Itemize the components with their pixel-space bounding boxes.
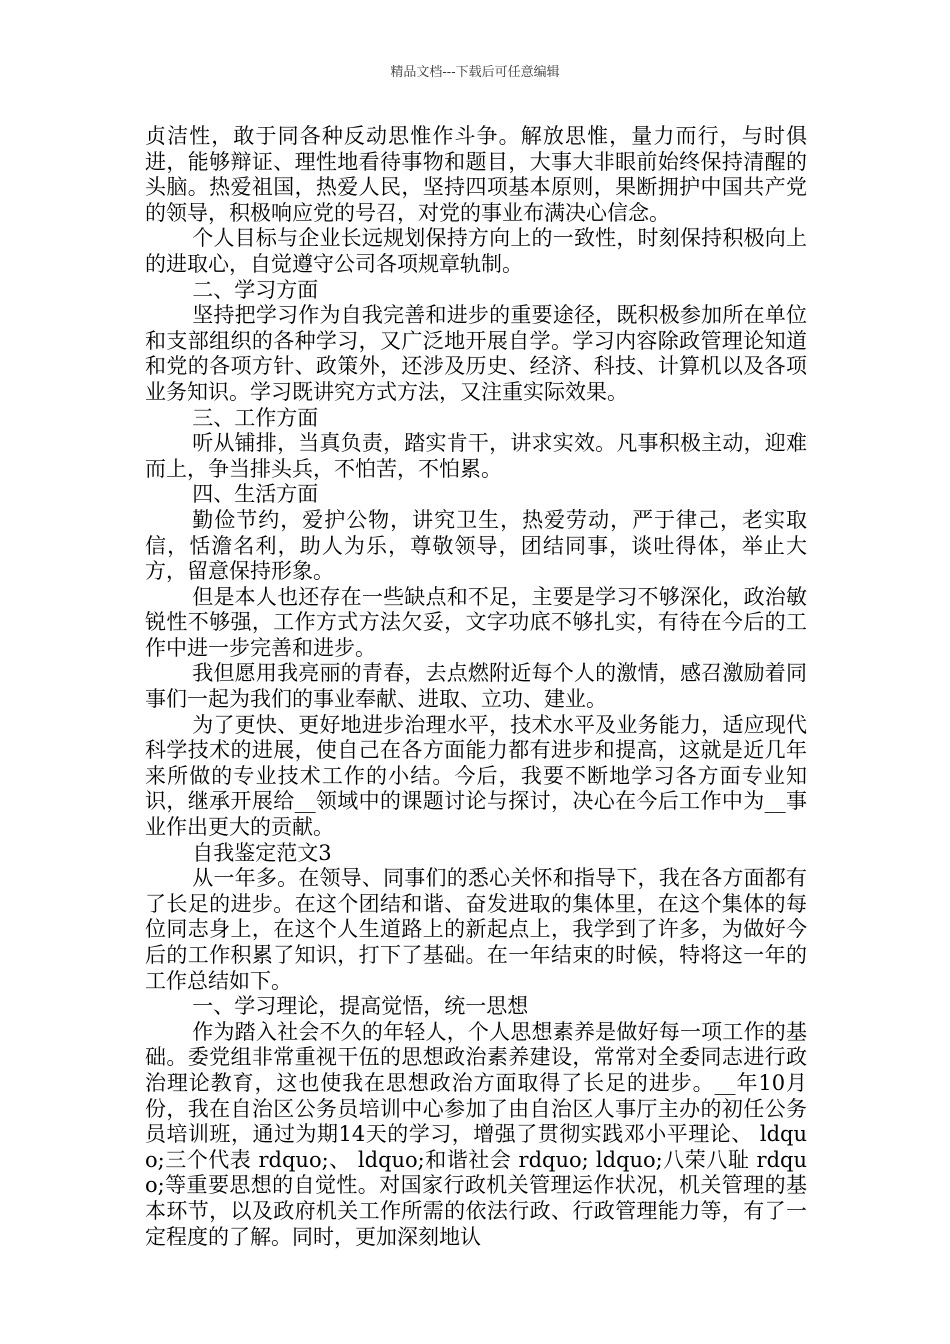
paragraph: 听从铺排，当真负责，踏实肯干，讲求实效。凡事积极主动，迎难而上，争当排头兵，不怕苦，不怕累。 <box>145 431 807 481</box>
paragraph: 为了更快、更好地进步治理水平，技术水平及业务能力，适应现代科学技术的进展，使自己在各方面能力都有进步和提高，这就是近几年来所做的专业技术工作的小结。今后，我要不断地学习各方面专业知识，继承开展给__领域中的课题讨论与探讨，决心在今后工作中为__事业作出更大的贡献。 <box>145 712 807 840</box>
page-header: 精品文档---下载后可任意编辑 <box>390 65 560 80</box>
paragraph: 勤俭节约，爱护公物，讲究卫生，热爱劳动，严于律己，老实取信，恬澹名利，助人为乐，尊敬领导，团结同事，谈吐得体，举止大方，留意保持形象。 <box>145 507 807 584</box>
section-heading: 三、工作方面 <box>192 405 319 430</box>
section-title: 自我鉴定范文3 <box>192 840 332 865</box>
paragraph: 贞洁性，敢于同各种反动思惟作斗争。解放思惟，量力而行，与时俱进，能够辩证、理性地看待事物和题目，大事大非眼前始终保持清醒的头脑。热爱祖国，热爱人民，坚持四项基本原则，果断拥护中国共产党的领导，积极响应党的号召，对党的事业布满决心信念。 <box>145 124 807 225</box>
document-body <box>145 124 807 1250</box>
section-heading: 一、学习理论，提高觉悟，统一思想 <box>192 994 529 1019</box>
paragraph: 但是本人也还存在一些缺点和不足，主要是学习不够深化，政治敏锐性不够强，工作方式方法欠妥，文字功底不够扎实，有待在今后的工作中进一步完善和进步。 <box>145 584 807 660</box>
paragraph: 个人目标与企业长远规划保持方向上的一致性，时刻保持积极向上的进取心，自觉遵守公司各项规章轨制。 <box>145 226 807 276</box>
paragraph: 我但愿用我亮丽的青春，去点燃附近每个人的激情，感召激励着同事们一起为我们的事业奉献、进取、立功、建业。 <box>145 661 807 712</box>
paragraph: 作为踏入社会不久的年轻人，个人思想素养是做好每一项工作的基础。委党组非常重视干伍的思想政治素养建设，常常对全委同志进行政治理论教育，这也使我在思想政治方面取得了长足的进步。__年10月份，我在自治区公务员培训中心参加了由自治区人事厅主办的初任公务员培训班，通过为期14天的学习，增强了贯彻实践邓小平理论、 ldquo;三个代表 rdquo;、 ldquo;和谐社会 rdquo; ldquo;八荣八耻 rdquo;等重要思想的自觉性。对国家行政机关管理运作状况，机关管理的基本环节，以及政府机关工作所需的依法行政、行政管理能力等，有了一定程度的了解。同时，更加深刻地认 <box>145 1019 807 1249</box>
paragraph: 从一年多。在领导、同事们的悉心关怀和指导下，我在各方面都有了长足的进步。在这个团结和谐、奋发进取的集体里，在这个集体的每位同志身上，在这个人生道路上的新起点上，我学到了许多，为做好今后的工作积累了知识，打下了基础。在一年结束的时候，特将这一年的工作总结如下。 <box>145 866 807 993</box>
section-heading: 二、学习方面 <box>192 277 319 302</box>
paragraph: 坚持把学习作为自我完善和进步的重要途径，既积极参加所在单位和支部组织的各种学习，又广泛地开展自学。学习内容除政管理论知道和党的各项方针、政策外，还涉及历史、经济、科技、计算机以及各项业务知识。学习既讲究方式方法，又注重实际效果。 <box>145 303 807 404</box>
section-heading: 四、生活方面 <box>192 482 319 507</box>
